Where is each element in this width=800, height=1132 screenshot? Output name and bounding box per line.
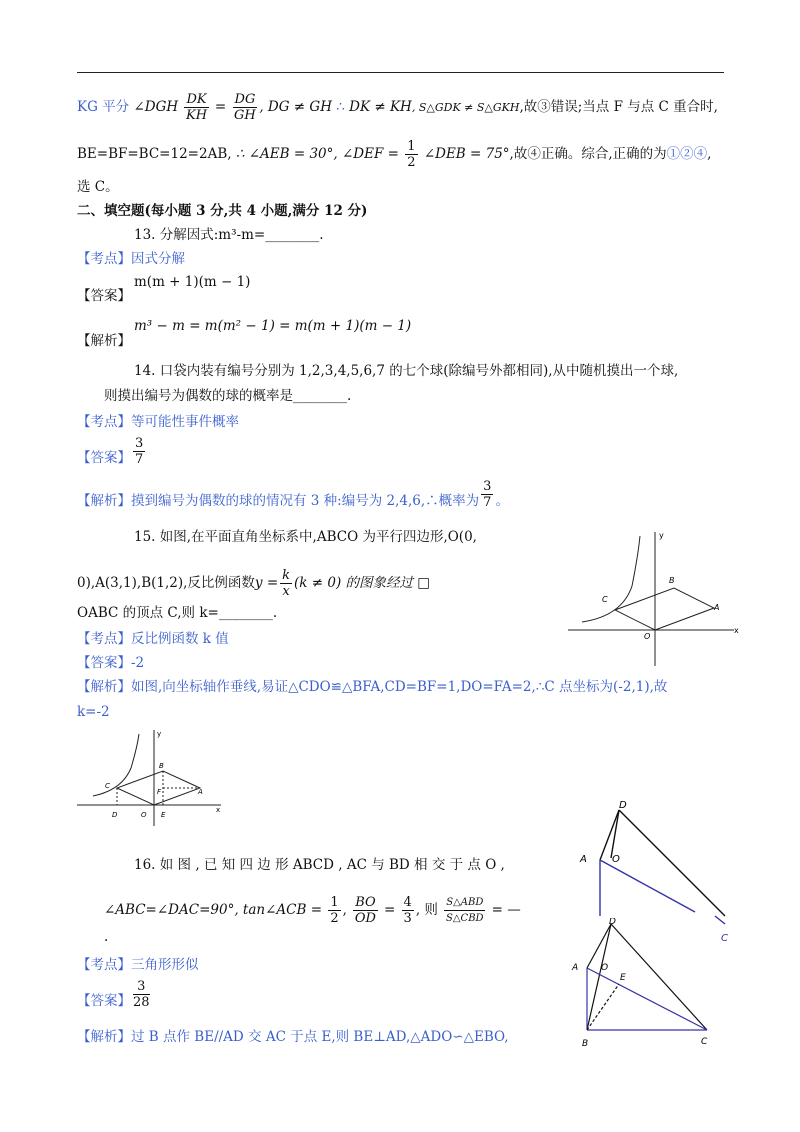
q15s-label-y: y	[157, 730, 162, 738]
q14-kaodian: 【考点】等可能性事件概率	[77, 414, 239, 430]
kg-text: KG 平分	[77, 99, 130, 115]
line2-a: BE=BF=BC=12=2AB,	[77, 146, 232, 162]
fraction-dg-gh: $\frac{DG}{GH}$	[234, 92, 256, 123]
wrong-text: ,故③错误;当点 F 与点 C 重合时,	[519, 99, 718, 115]
top-line-3: 选 C。	[77, 179, 119, 195]
q15s-label-c: C	[105, 782, 110, 790]
q16-figure-2	[567, 918, 727, 1054]
q15s-label-e: E	[161, 811, 166, 819]
line2-c: , ∠DEF =	[333, 146, 399, 162]
q15-kaodian: 【考点】反比例函数 k 值	[77, 631, 229, 647]
q14-stem-2: 则摸出编号为偶数的球的概率是________.	[104, 388, 352, 404]
section-title: 二、填空题(每小题 3 分,共 4 小题,满分 12 分)	[77, 203, 368, 219]
line2-e: ,故④正确。综合,正确的为	[509, 146, 667, 162]
q15-solution-figure	[77, 728, 227, 828]
q16-jiexi: 【解析】过 B 点作 BE//AD 交 AC 于点 E,则 BE⊥AD,△ADO∽△EBO,	[77, 1029, 509, 1045]
therefore-1: ∴	[336, 99, 345, 115]
q13-jiexi: m³ − m = m(m² − 1) = m(m + 1)(m − 1)	[134, 318, 412, 334]
header-rule	[77, 72, 724, 73]
q16-dot: .	[104, 929, 109, 945]
q14-jiexi: 【解析】摸到编号为偶数的球的情况有 3 种:编号为 2,4,6,∴概率为 $\frac{3}{7}$ 。	[77, 479, 509, 510]
q16f1-label-d: D	[619, 800, 627, 811]
q15-label-y: y	[659, 531, 664, 540]
q15-label-a: A	[714, 603, 720, 612]
q15-stem-3: OABC 的顶点 C,则 k=________.	[77, 605, 278, 621]
q15-label-o: O	[644, 632, 651, 641]
q16f2-label-c: C	[701, 1037, 708, 1047]
q16f2-label-o: O	[601, 963, 609, 973]
q16-answer: 【答案】 $\frac{3}{28}$	[77, 979, 150, 1010]
q16-stem-2: ∠ABC=∠DAC=90°, tan∠ACB = $\frac{1}{2}$ , $\frac{BO}{OD}$ = $\frac{4}{3}$ , 则 $\frac{\text{S△ABD}}{\text{S△CBD}}$ = —	[104, 895, 521, 926]
q16f2-label-b: B	[582, 1039, 589, 1049]
q13-answer-tag: 【答案】	[77, 288, 131, 304]
line2-g: ,	[707, 146, 712, 162]
q16f2-label-e: E	[620, 973, 626, 983]
angle-dgh: ∠DGH	[133, 99, 179, 115]
q13-stem: 13. 分解因式:m³-m=________.	[134, 227, 324, 243]
q14-answer: 【答案】 $\frac{3}{7}$	[77, 436, 144, 467]
q13-answer: m(m + 1)(m − 1)	[134, 274, 251, 290]
line2-f: ①②④	[666, 146, 708, 162]
area-inequality: , S△GDK ≠ S△GKH	[411, 101, 520, 114]
q16f2-label-d: D	[609, 918, 616, 927]
equals-sign: =	[214, 99, 227, 115]
line2-b: ∴ ∠AEB = 30°	[235, 146, 334, 162]
q15s-label-d: D	[112, 811, 118, 819]
q15-jiexi-2: k=-2	[77, 704, 110, 720]
q13-kaodian: 【考点】因式分解	[77, 251, 185, 267]
q15s-label-o: O	[141, 811, 147, 819]
q15-stem-1: 15. 如图,在平面直角坐标系中,ABCO 为平行四边形,O(0,	[134, 529, 477, 545]
dg-ne-gh: , DG ≠ GH	[259, 99, 332, 115]
q15-stem-2: 0),A(3,1),B(1,2),反比例函数y = $\frac{k}{x}$ (k ≠ 0) 的图象经过 □	[77, 568, 431, 599]
q15s-label-a: A	[198, 788, 203, 796]
q15-label-c: C	[602, 595, 608, 604]
q13-jiexi-tag: 【解析】	[77, 333, 131, 349]
q16f1-label-o: O	[612, 854, 620, 865]
q16-kaodian: 【考点】三角形形似	[77, 957, 199, 973]
line2-d: ∠DEB = 75°	[423, 146, 510, 162]
q16-stem-1: 16. 如 图 , 已 知 四 边 形 ABCD , AC 与 BD 相 交 于 点 O ,	[134, 857, 505, 873]
q15-answer: 【答案】-2	[77, 655, 145, 671]
fraction-half: $\frac{1}{2}$	[407, 139, 416, 170]
q15-label-x: x	[734, 626, 739, 635]
dk-ne-kh: DK ≠ KH	[349, 99, 412, 115]
q15-label-b: B	[669, 576, 675, 585]
q15-figure	[562, 526, 742, 672]
q16f2-label-a: A	[572, 963, 579, 973]
q15s-label-x: x	[216, 806, 221, 814]
q14-stem-1: 14. 口袋内装有编号分别为 1,2,3,4,5,6,7 的七个球(除编号外都相同),从中随机摸出一个球,	[134, 363, 679, 379]
q15s-label-f: F	[157, 788, 162, 796]
q16f1-label-c: C	[721, 933, 728, 944]
q15s-label-b: B	[159, 762, 164, 770]
top-line-1	[77, 92, 718, 123]
q16f1-label-a: A	[580, 854, 587, 865]
q15-jiexi-1: 【解析】如图,向坐标轴作垂线,易证△CDO≌△BFA,CD=BF=1,DO=FA=2,∴C 点坐标为(-2,1),故	[77, 679, 668, 695]
fraction-dk-kh: $\frac{DK}{KH}$	[186, 92, 208, 123]
top-line-2	[77, 139, 711, 170]
